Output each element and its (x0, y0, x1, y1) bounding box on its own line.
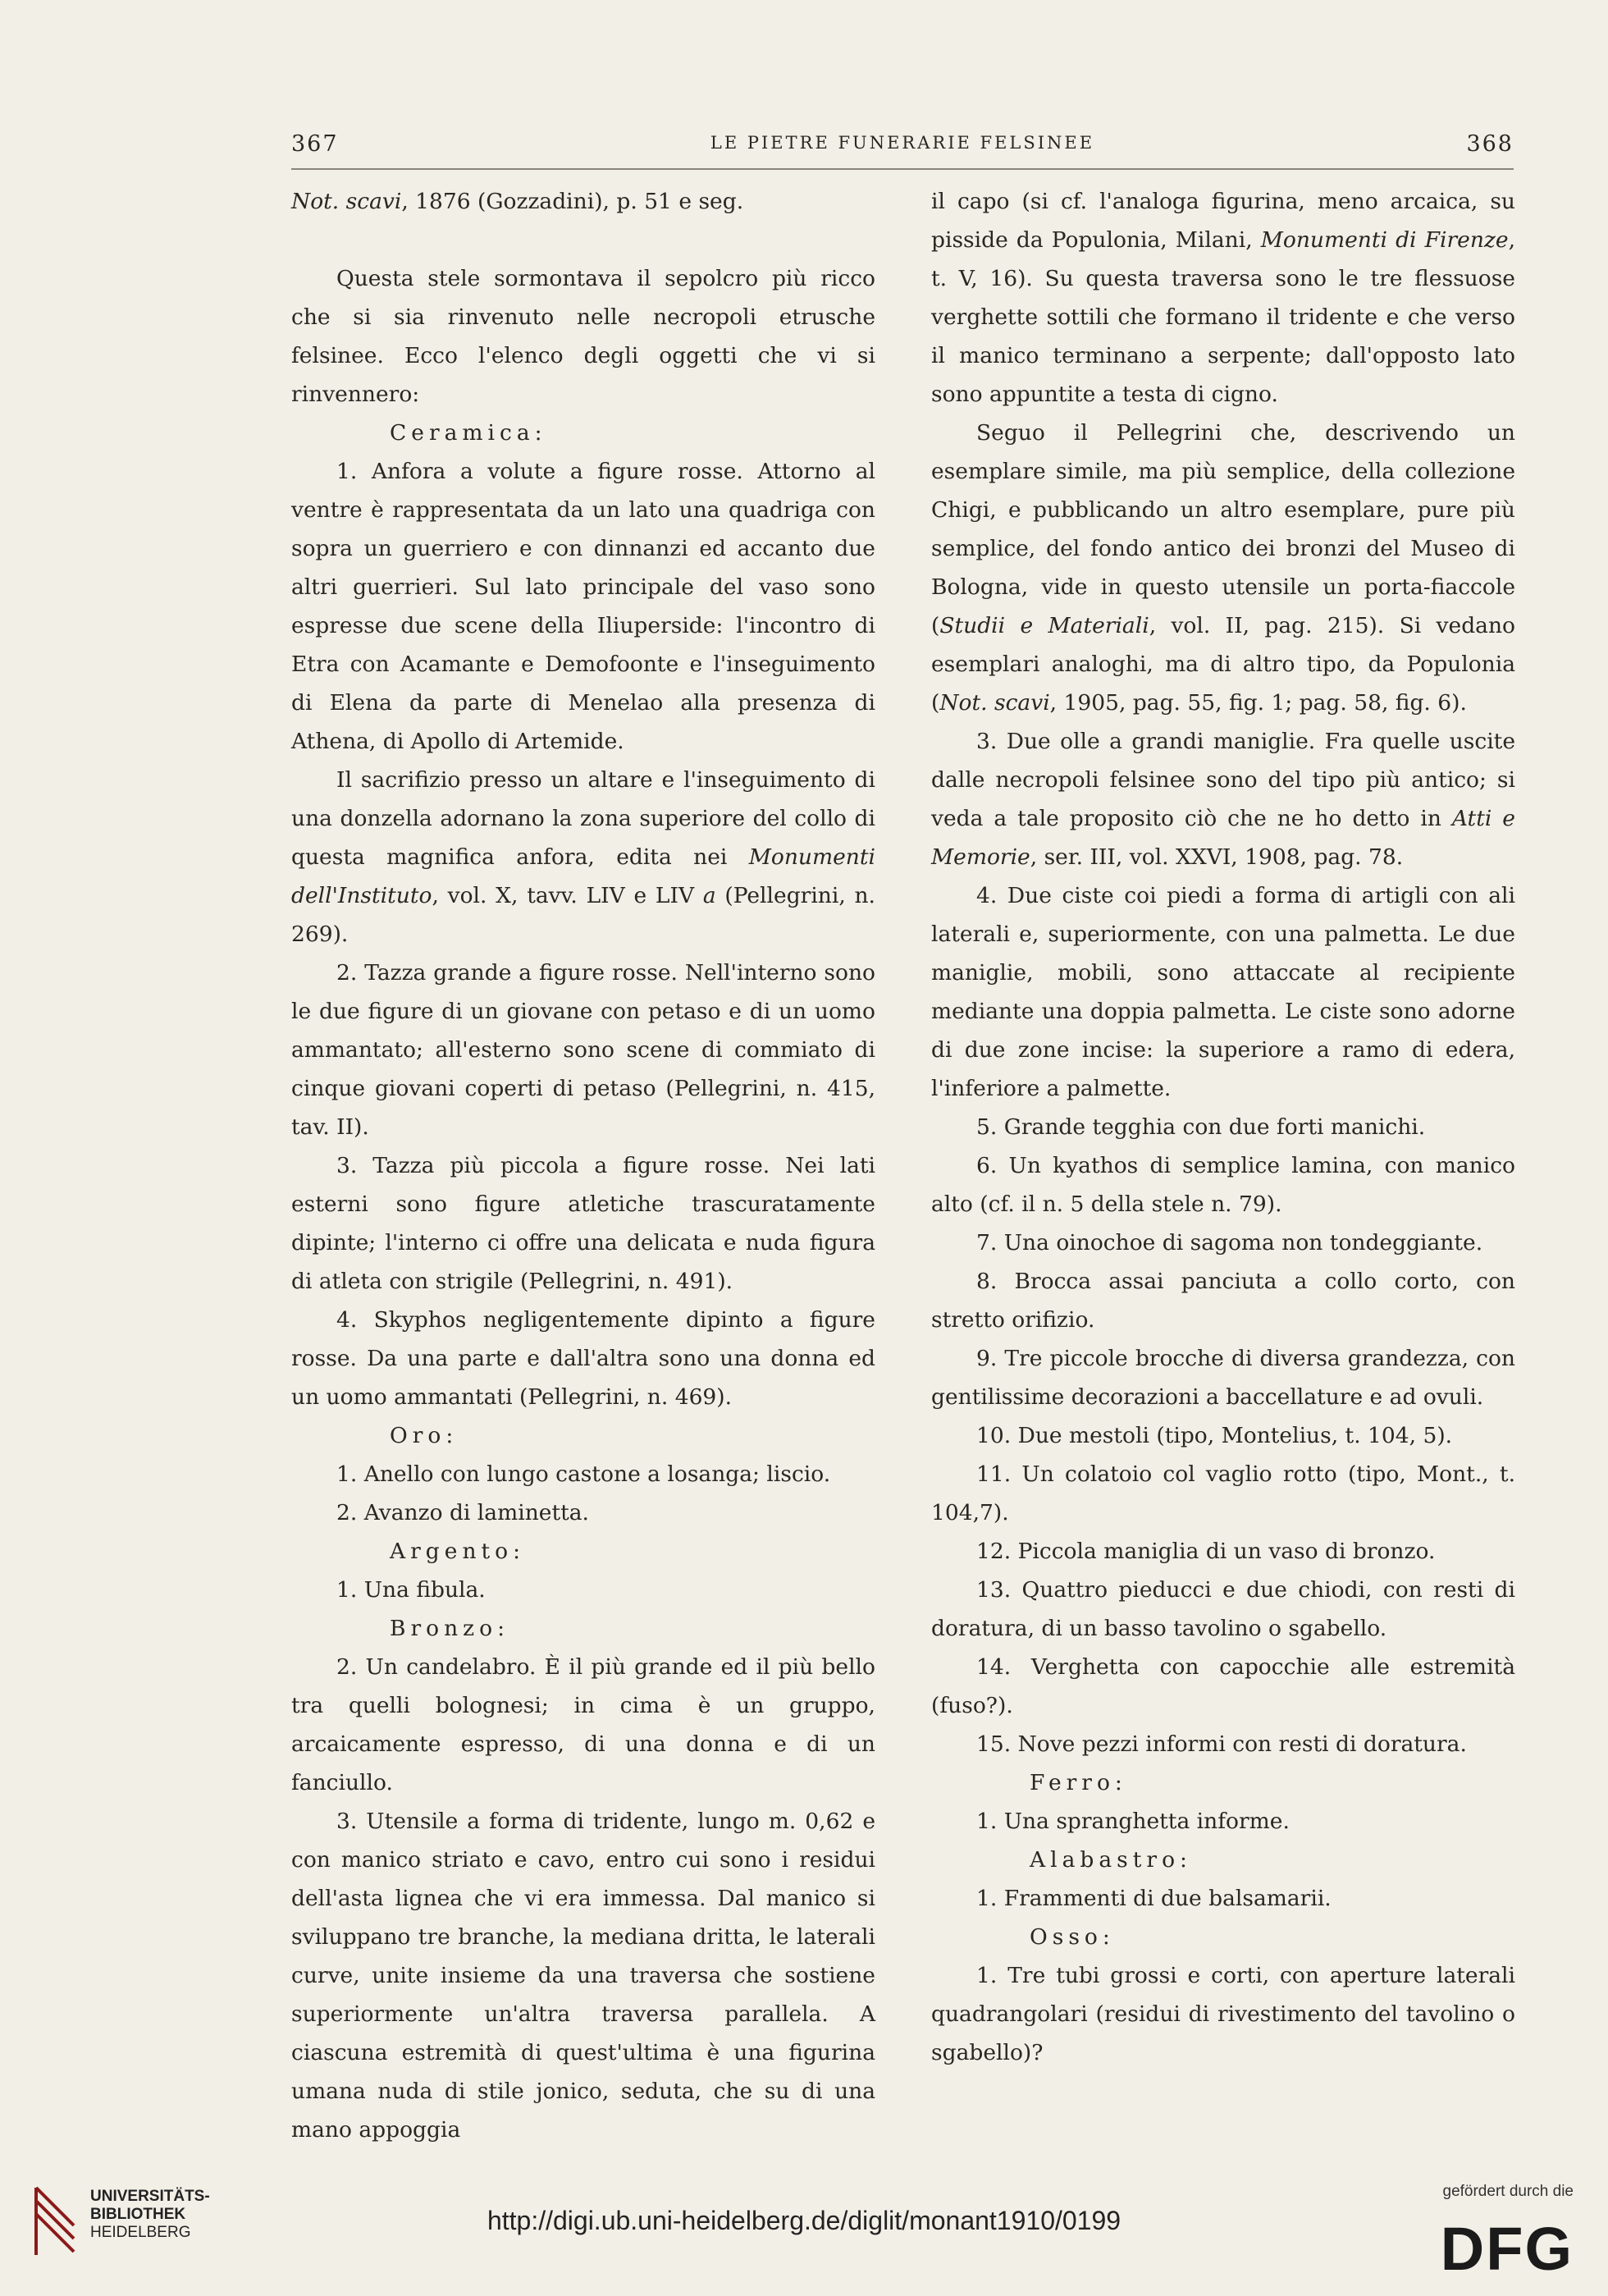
paragraph: 9. Tre piccole brocche di diversa grandezza, con gentilissime decorazioni a baccellature e ad ovuli. (931, 1346, 1515, 1410)
section-heading: Oro: (390, 1423, 459, 1448)
paragraph (931, 722, 1515, 876)
paragraph: 1. Frammenti di due balsamarii. (976, 1886, 1332, 1911)
paragraph: 1. Anfora a volute a figure rosse. Attorno al ventre è rappresentata da un lato una quadriga con sopra un guerriero e con dinnanzi ed accanto due altri guerrieri. Sul lato principale del vaso sono espresse due scene della Iliuperside: l'incontro di Etra con Acamante e Demofoonte e l'inseguimento di Elena da parte di Menelao alla presenza di Athena, di Apollo di Artemide. (291, 459, 875, 754)
paragraph: 4. Due ciste coi piedi a forma di artigli con ali laterali e, superiormente, con una palmetta. Le due maniglie, mobili, sono attaccate al recipiente mediante una doppia palmetta. Le ciste sono adorne di due zone incise: la superiore a ramo di edera, l'inferiore a palmette. (931, 883, 1515, 1101)
text: , vol. II, pag. 215). Si vedano esemplari analoghi, ma di altro tipo, da Populonia ( (931, 613, 1515, 716)
funding-note: gefördert durch die (1442, 2183, 1574, 2200)
paragraph: 14. Verghetta con capocchie alle estremità (fuso?). (931, 1654, 1515, 1718)
section-heading: Argento: (390, 1539, 526, 1564)
paragraph: 6. Un kyathos di semplice lamina, con manico alto (cf. il n. 5 della stele n. 79). (931, 1153, 1515, 1217)
citation: Atti e Memorie (931, 806, 1515, 870)
paragraph: 11. Un colatoio col vaglio rotto (tipo, Mont., t. 104,7). (931, 1461, 1515, 1525)
citation: Studii e Materiali (939, 613, 1149, 638)
text: Seguo il Pellegrini che, descrivendo un esemplare simile, ma più semplice, della collezione Chigi, e pubblicando un altro esemplare, pure più semplice, del fondo antico dei bronzi del Museo di Bologna, vide in questo utensile un porta-fiaccole ( (931, 420, 1515, 638)
paragraph: 7. Una oinochoe di sagoma non tondeggiante. (976, 1230, 1483, 1255)
paragraph: 12. Piccola maniglia di un vaso di bronzo. (976, 1539, 1436, 1564)
paragraph: 8. Brocca assai panciuta a collo corto, con stretto orifizio. (931, 1269, 1515, 1333)
section-heading: Bronzo: (390, 1616, 510, 1641)
citation: Not. scavi (291, 189, 402, 214)
section-heading: Osso: (1030, 1924, 1115, 1950)
paragraph (291, 182, 875, 221)
text: , 1905, pag. 55, fig. 1; pag. 58, fig. 6). (1049, 690, 1467, 716)
paragraph: 15. Nove pezzi informi con resti di doratura. (976, 1731, 1467, 1757)
section-heading: Ceramica: (390, 420, 547, 446)
text: , ser. III, vol. XXVI, 1908, pag. 78. (1030, 844, 1404, 870)
paragraph: 10. Due mestoli (tipo, Montelius, t. 104, 5). (976, 1423, 1453, 1448)
text: Il sacrifizio presso un altare e l'inseguimento di una donzella adornano la zona superiore del collo di questa magnifica anfora, edita nei (291, 767, 875, 870)
institution-line: BIBLIOTHEK (90, 2206, 186, 2223)
section-heading: Ferro: (1030, 1770, 1127, 1795)
paragraph: 4. Skyphos negligentemente dipinto a figure rosse. Da una parte e dall'altra sono una donna ed un uomo ammantati (Pellegrini, n. 469). (291, 1307, 875, 1410)
text: , 1876 (Gozzadini), p. 51 e seg. (401, 189, 744, 214)
citation: Monumenti di Firenze (1260, 227, 1509, 253)
paragraph: 2. Tazza grande a figure rosse. Nell'interno sono le due figure di un giovane con petaso e di un uomo ammantato; all'esterno sono scene di commiato di cinque giovani coperti di petaso (Pellegrini, n. 415, tav. II). (291, 960, 875, 1140)
header-rule (291, 168, 1514, 170)
paragraph: 1. Tre tubi grossi e corti, con aperture laterali quadrangolari (residui di rivestimento del tavolino o sgabello)? (931, 1963, 1515, 2065)
paragraph: Questa stele sormontava il sepolcro più ricco che si sia rinvenuto nelle necropoli etrusche felsinee. Ecco l'elenco degli oggetti che vi si rinvennero: (291, 266, 875, 407)
paragraph: 2. Un candelabro. È il più grande ed il più bello tra quelli bolognesi; in cima è un gruppo, arcaicamente espresso, di una donna e di un fanciullo. (291, 1654, 875, 1795)
citation: Monumenti dell'Instituto (291, 844, 875, 908)
paragraph: 5. Grande tegghia con due forti manichi. (976, 1114, 1426, 1140)
paragraph: 1. Una fibula. (336, 1577, 486, 1603)
paragraph: 3. Tazza più piccola a figure rosse. Nei lati esterni sono figure atletiche trascuratamente dipinte; l'interno ci offre una delicata e nuda figura di atleta con strigile (Pellegrini, n. 491). (291, 1153, 875, 1294)
section-heading: Alabastro: (1030, 1847, 1192, 1873)
footer (0, 2183, 1608, 2296)
text: , vol. X, tavv. LIV e LIV (432, 883, 703, 908)
institution-line: HEIDELBERG (90, 2224, 191, 2241)
paragraph: 1. Anello con lungo castone a losanga; liscio. (336, 1461, 831, 1487)
dfg-logo: DFG (1440, 2215, 1574, 2283)
text: , t. V, 16). Su questa traversa sono le tre flessuose verghette sottili che formano il tridente e che verso il manico terminano a serpente; dall'opposto lato sono appuntite a testa di cigno. (931, 227, 1515, 407)
running-title: LE PIETRE FUNERARIE FELSINEE (710, 133, 1095, 153)
left-column (291, 182, 875, 2149)
page-number-right: 368 (1466, 131, 1514, 157)
paragraph (291, 761, 875, 954)
paragraph: 3. Utensile a forma di tridente, lungo m. 0,62 e con manico striato e cavo, entro cui sono i residui dell'asta lignea che vi era immessa. Dal manico si sviluppano tre branche, la mediana dritta, le laterali curve, unite insieme da una traversa che sostiene superiormente un'altra traversa parallela. A ciascuna estremità di quest'ultima è una figurina umana nuda di stile jonico, seduta, che su di una mano appoggia (291, 1809, 875, 2143)
text: (Pellegrini, n. 269). (291, 883, 875, 947)
page-number-left: 367 (291, 131, 339, 157)
source-url-link[interactable]: http://digi.ub.uni-heidelberg.de/diglit/monant1910/0199 (487, 2206, 1121, 2235)
page-header (291, 131, 1514, 164)
citation: Not. scavi (939, 690, 1050, 716)
text: 3. Due olle a grandi maniglie. Fra quelle uscite dalle necropoli felsinee sono del tipo più antico; si veda a tale proposito ciò che ne ho detto in (931, 729, 1515, 831)
paragraph: 13. Quattro pieducci e due chiodi, con resti di doratura, di un basso tavolino o sgabello. (931, 1577, 1515, 1641)
paragraph (931, 182, 1515, 414)
citation: a (702, 883, 716, 908)
paragraph: 2. Avanzo di laminetta. (336, 1500, 589, 1525)
text: il capo (si cf. l'analoga figurina, meno arcaica, su pisside da Populonia, Milani, (931, 189, 1515, 253)
institution-line: UNIVERSITÄTS- (90, 2188, 210, 2205)
right-column (931, 182, 1515, 2072)
paragraph (931, 414, 1515, 722)
paragraph: 1. Una spranghetta informe. (976, 1809, 1290, 1834)
